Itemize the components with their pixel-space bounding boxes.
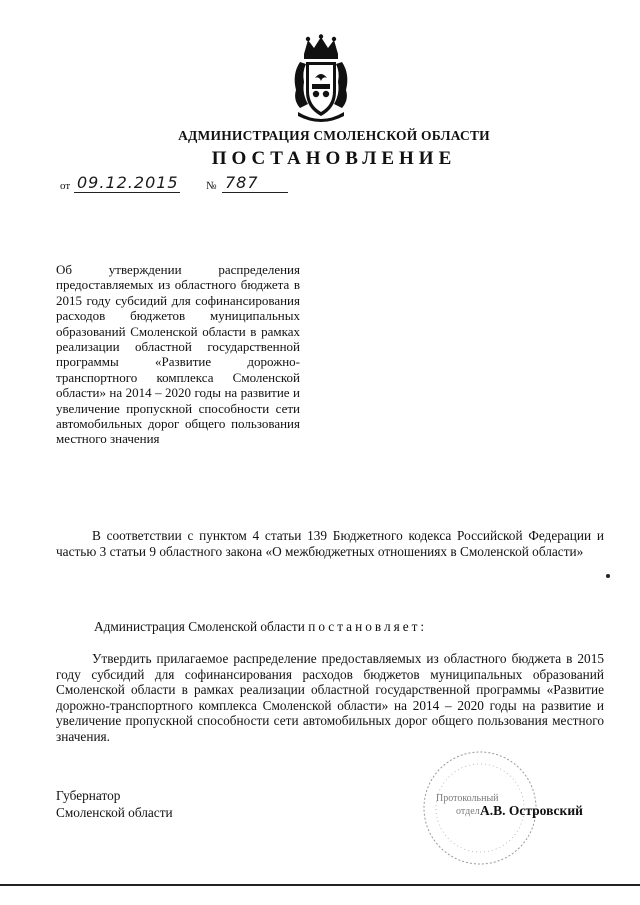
scan-dot (606, 574, 610, 578)
signatory-title-line-1: Губернатор (56, 788, 121, 803)
document-subject: Об утверждении распределения предоставляемых из областного бюджета в 2015 году субсидий для софинансирования расходов бюджетов муниципальных образований Смоленской области в рамках реализации областной государственной программы «Развитие дорожно-транспортного комплекса Смоленской области» на 2014 – 2020 годы на развитие и увеличение пропускной способности сети автомобильных дорог общего пользования местного значения (56, 262, 300, 447)
date-value: 09.12.2015 (74, 174, 180, 193)
date-label: от (60, 180, 71, 192)
number-value: 787 (222, 174, 288, 193)
decree-line (94, 619, 427, 635)
organization-name: АДМИНИСТРАЦИЯ СМОЛЕНСКОЙ ОБЛАСТИ (178, 128, 490, 143)
bottom-border (0, 884, 640, 886)
resolution-paragraph: Утвердить прилагаемое распределение предоставляемых из областного бюджета в 2015 году субсидий для софинансирования расходов бюджетов муниципальных образований Смоленской области в рамках реализации областной государственной программы «Развитие дорожно-транспортного комплекса Смоленской области» на 2014 – 2020 годы на развитие и увеличение пропускной способности сети автомобильных дорог общего пользования местного значения. (56, 651, 604, 744)
coat-of-arms-icon (290, 34, 352, 122)
preamble-paragraph: В соответствии с пунктом 4 статьи 139 Бюджетного кодекса Российской Федерации и частью 3 статьи 9 областного закона «О межбюджетных отношениях в Смоленской области» (56, 528, 604, 559)
signatory-name: А.В. Островский (480, 803, 583, 818)
date-number-row (60, 173, 300, 195)
decree-word: постановляет: (308, 619, 428, 634)
stamp-line-2: отдел (456, 806, 480, 817)
decree-prefix: Администрация Смоленской области (94, 619, 305, 634)
number-label: № (206, 180, 217, 192)
signatory-title (56, 787, 173, 821)
signatory-title-line-2: Смоленской области (56, 805, 173, 820)
document-type-title: ПОСТАНОВЛЕНИЕ (211, 148, 457, 169)
stamp-line-1: Протокольный (436, 793, 499, 804)
